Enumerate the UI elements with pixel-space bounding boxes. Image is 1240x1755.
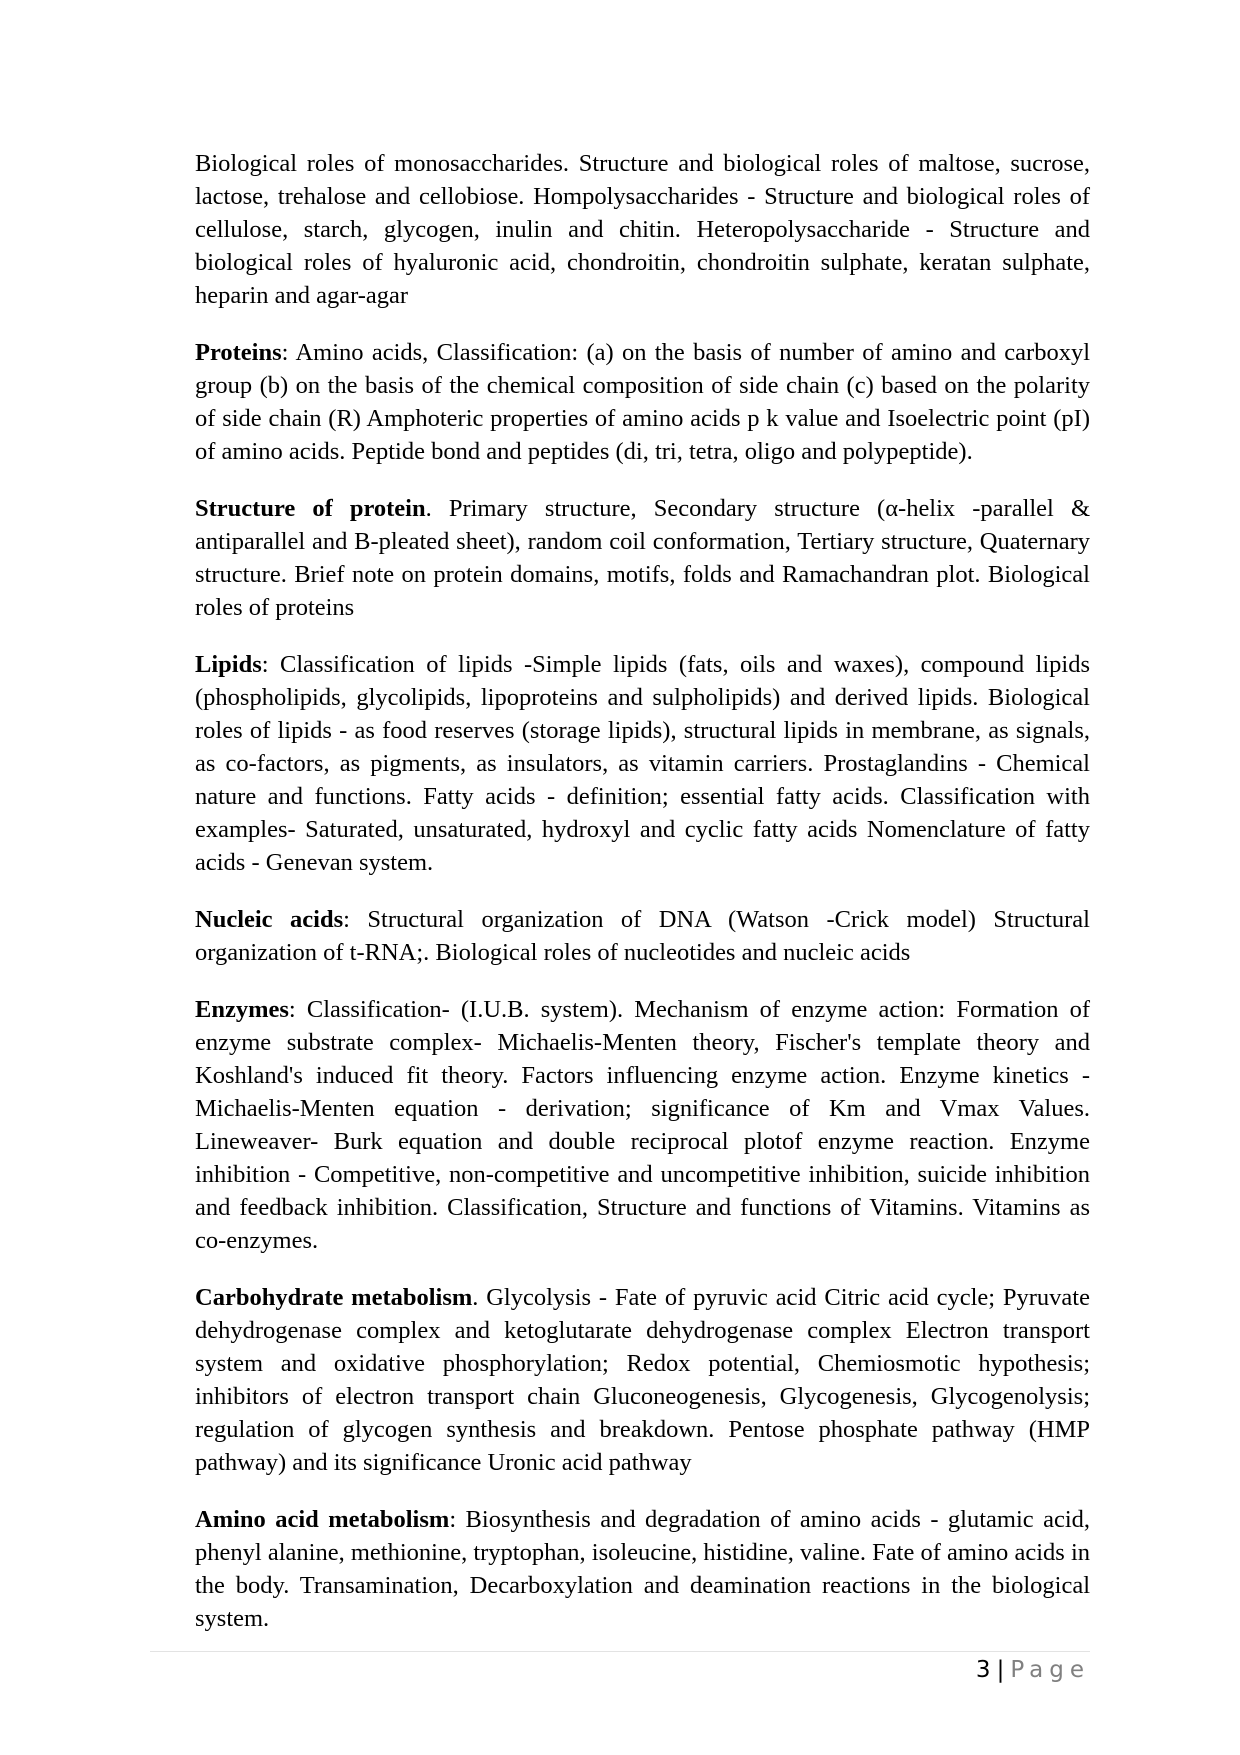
page-label: Page xyxy=(1010,1657,1090,1683)
paragraph-heading: Nucleic acids xyxy=(195,906,344,933)
paragraph-body: Classification- (I.U.B. system). Mechanism of enzyme action: Formation of enzyme substrate complex- Michaelis-Menten theory, Fischer's template theory and Koshland's induced fit theory. Factors influencing enzyme action. Enzyme kinetics - Michaelis-Menten equation - derivation; significance of Km and Vmax Values. Lineweaver- Burk equation and double reciprocal plotof enzyme reaction. Enzyme inhibition - Competitive, non-competitive and uncompetitive inhibition, suicide inhibition and feedback inhibition. Classification, Structure and functions of Vitamins. Vitamins as co-enzymes. xyxy=(195,996,1090,1254)
paragraph-heading: Enzymes xyxy=(195,996,289,1023)
paragraph-body: Biological roles of monosaccharides. Structure and biological roles of maltose, sucrose, lactose, trehalose and cellobiose. Hompolysaccharides - Structure and biological roles of cellulose, starch, glycogen, inulin and chitin. Heteropolysaccharide - Structure and biological roles of hyaluronic acid, chondroitin, chondroitin sulphate, keratan sulphate, heparin and agar-agar xyxy=(195,150,1090,309)
paragraph-heading: Carbohydrate metabolism xyxy=(195,1284,473,1311)
page-number: 3 xyxy=(975,1657,991,1683)
footer-divider xyxy=(150,1651,1090,1652)
paragraph-heading: Structure of protein xyxy=(195,495,426,522)
paragraph-body: Biosynthesis and degradation of amino acids - glutamic acid, phenyl alanine, methionine, tryptophan, isoleucine, histidine, valine. Fate of amino acids in the body. Transamination, Decarboxylation and deamination reactions in the biological system. xyxy=(195,1506,1090,1632)
paragraph-body: Glycolysis - Fate of pyruvic acid Citric acid cycle; Pyruvate dehydrogenase complex and ketoglutarate dehydrogenase complex Electron transport system and oxidative phosphorylation; Redox potential, Chemiosmotic hypothesis; inhibitors of electron transport chain Gluconeogenesis, Glycogenesis, Glycogenolysis; regulation of glycogen synthesis and breakdown. Pentose phosphate pathway (HMP pathway) and its significance Uronic acid pathway xyxy=(195,1284,1090,1476)
paragraph-body: Classification of lipids -Simple lipids (fats, oils and waxes), compound lipids (phospholipids, glycolipids, lipoproteins and sulpholipids) and derived lipids. Biological roles of lipids - as food reserves (storage lipids), structural lipids in membrane, as signals, as co-factors, as pigments, as insulators, as vitamin carriers. Prostaglandins - Chemical nature and functions. Fatty acids - definition; essential fatty acids. Classification with examples- Saturated, unsaturated, hydroxyl and cyclic fatty acids Nomenclature of fatty acids - Genevan system. xyxy=(195,651,1090,876)
document-page xyxy=(195,147,1090,1659)
paragraph-heading: Amino acid metabolism xyxy=(195,1506,450,1533)
paragraph-body: Amino acids, Classification: (a) on the basis of number of amino and carboxyl group (b) on the basis of the chemical composition of side chain (c) based on the polarity of side chain (R) Amphoteric properties of amino acids p k value and Isoelectric point (pI) of amino acids. Peptide bond and peptides (di, tri, tetra, oligo and polypeptide). xyxy=(195,339,1090,465)
paragraph-heading: Lipids xyxy=(195,651,262,678)
footer-separator: | xyxy=(996,1657,1005,1683)
paragraph-carbohydrate-metabolism: Carbohydrate metabolism. Glycolysis - Fate of pyruvic acid Citric acid cycle; Pyruvate dehydrogenase complex and ketoglutarate dehydrogenase complex Electron transport system and oxidative phosphorylation; Redox potential, Chemiosmotic hypothesis; inhibitors of electron transport chain Gluconeogenesis, Glycogenesis, Glycogenolysis; regulation of glycogen synthesis and breakdown. Pentose phosphate pathway (HMP pathway) and its significance Uronic acid pathway xyxy=(195,1284,1090,1476)
paragraph-heading: Proteins xyxy=(195,339,282,366)
page-footer xyxy=(976,1657,1090,1683)
paragraph-enzymes: Enzymes: Classification- (I.U.B. system). Mechanism of enzyme action: Formation of enzyme substrate complex- Michaelis-Menten theory, Fischer's template theory and Koshland's induced fit theory. Factors influencing enzyme action. Enzyme kinetics - Michaelis-Menten equation - derivation; significance of Km and Vmax Values. Lineweaver- Burk equation and double reciprocal plotof enzyme reaction. Enzyme inhibition - Competitive, non-competitive and uncompetitive inhibition, suicide inhibition and feedback inhibition. Classification, Structure and functions of Vitamins. Vitamins as co-enzymes. xyxy=(195,996,1090,1254)
paragraph-body: Structural organization of DNA (Watson -Crick model) Structural organization of t-RNA;. Biological roles of nucleotides and nucleic acids xyxy=(195,906,1090,966)
paragraph-lipids: Lipids: Classification of lipids -Simple lipids (fats, oils and waxes), compound lipids (phospholipids, glycolipids, lipoproteins and sulpholipids) and derived lipids. Biological roles of lipids - as food reserves (storage lipids), structural lipids in membrane, as signals, as co-factors, as pigments, as insulators, as vitamin carriers. Prostaglandins - Chemical nature and functions. Fatty acids - definition; essential fatty acids. Classification with examples- Saturated, unsaturated, hydroxyl and cyclic fatty acids Nomenclature of fatty acids - Genevan system. xyxy=(195,651,1090,876)
paragraph-body: Primary structure, Secondary structure (α-helix -parallel & antiparallel and B-pleated sheet), random coil conformation, Tertiary structure, Quaternary structure. Brief note on protein domains, motifs, folds and Ramachandran plot. Biological roles of proteins xyxy=(195,495,1091,621)
paragraph-nucleic-acids: Nucleic acids: Structural organization of DNA (Watson -Crick model) Structural organization of t-RNA;. Biological roles of nucleotides and nucleic acids xyxy=(195,906,1090,966)
paragraph-carbohydrates-roles xyxy=(195,147,1090,312)
paragraph-amino-acid-metabolism: Amino acid metabolism: Biosynthesis and degradation of amino acids - glutamic acid, phenyl alanine, methionine, tryptophan, isoleucine, histidine, valine. Fate of amino acids in the body. Transamination, Decarboxylation and deamination reactions in the biological system. xyxy=(195,1506,1090,1632)
paragraph-structure-of-protein: Structure of protein. Primary structure, Secondary structure (α-helix -parallel & antiparallel and B-pleated sheet), random coil conformation, Tertiary structure, Quaternary structure. Brief note on protein domains, motifs, folds and Ramachandran plot. Biological roles of proteins xyxy=(195,495,1091,621)
paragraph-proteins: Proteins: Amino acids, Classification: (a) on the basis of number of amino and carboxyl group (b) on the basis of the chemical composition of side chain (c) based on the polarity of side chain (R) Amphoteric properties of amino acids p k value and Isoelectric point (pI) of amino acids. Peptide bond and peptides (di, tri, tetra, oligo and polypeptide). xyxy=(195,339,1090,465)
